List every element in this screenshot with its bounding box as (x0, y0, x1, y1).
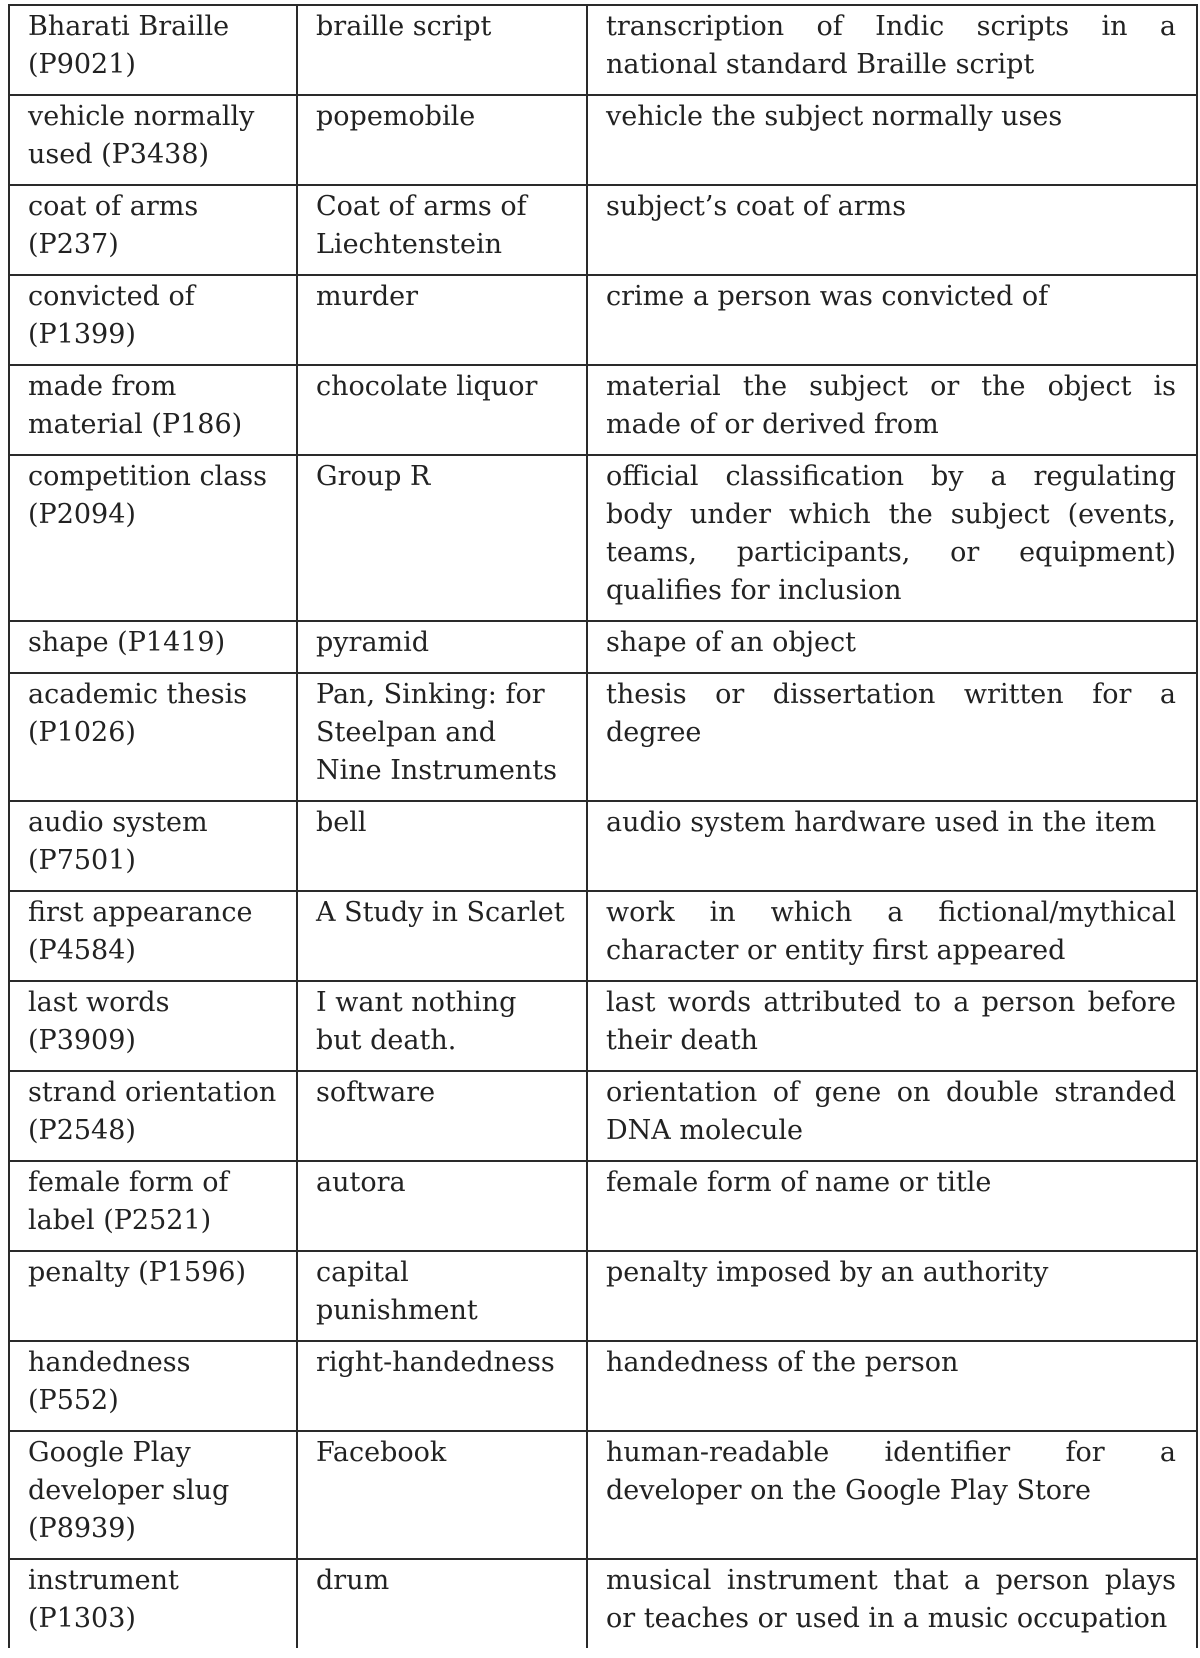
description-cell: human-readable identifier for a developer on the Google Play Store (587, 1431, 1197, 1559)
property-cell: female form of label (P2521) (9, 1161, 297, 1251)
description-cell: shape of an object (587, 621, 1197, 673)
example-cell: Coat of arms of Liechtenstein (297, 185, 587, 275)
table-row (9, 1071, 1197, 1161)
document-page (8, 4, 1196, 1648)
table-row (9, 1431, 1197, 1559)
description-cell: work in which a fictional/mythical character or entity first appeared (587, 891, 1197, 981)
property-cell: handedness (P552) (9, 1341, 297, 1431)
table-row (9, 891, 1197, 981)
property-cell: vehicle normally used (P3438) (9, 95, 297, 185)
property-cell: first appearance (P4584) (9, 891, 297, 981)
table-row (9, 365, 1197, 455)
example-cell: popemobile (297, 95, 587, 185)
property-cell: academic thesis (P1026) (9, 673, 297, 801)
example-cell: autora (297, 1161, 587, 1251)
example-cell: bell (297, 801, 587, 891)
description-cell: female form of name or title (587, 1161, 1197, 1251)
example-cell: I want nothing but death. (297, 981, 587, 1071)
description-cell: last words attributed to a person before their death (587, 981, 1197, 1071)
property-cell: strand orientation (P2548) (9, 1071, 297, 1161)
example-cell: pyramid (297, 621, 587, 673)
description-cell: musical instrument that a person plays or teaches or used in a music occupation (587, 1559, 1197, 1648)
table-row (9, 95, 1197, 185)
example-cell: A Study in Scarlet (297, 891, 587, 981)
table-row (9, 1161, 1197, 1251)
example-cell: software (297, 1071, 587, 1161)
description-cell: material the subject or the object is made of or derived from (587, 365, 1197, 455)
table-row (9, 621, 1197, 673)
table-row (9, 5, 1197, 95)
table-row (9, 185, 1197, 275)
property-cell: instrument (P1303) (9, 1559, 297, 1648)
example-cell: Pan, Sinking: for Steelpan and Nine Instruments (297, 673, 587, 801)
table-row (9, 801, 1197, 891)
property-cell: last words (P3909) (9, 981, 297, 1071)
table-row (9, 455, 1197, 621)
table-row (9, 673, 1197, 801)
description-cell: official classification by a regulating body under which the subject (events, teams, participants, or equipment) qualifies for inclusion (587, 455, 1197, 621)
example-cell: Group R (297, 455, 587, 621)
property-cell: made from material (P186) (9, 365, 297, 455)
example-cell: drum (297, 1559, 587, 1648)
table-row (9, 1559, 1197, 1648)
table-row (9, 275, 1197, 365)
description-cell: orientation of gene on double stranded DNA molecule (587, 1071, 1197, 1161)
description-cell: subject’s coat of arms (587, 185, 1197, 275)
example-cell: murder (297, 275, 587, 365)
example-cell: braille script (297, 5, 587, 95)
property-cell: penalty (P1596) (9, 1251, 297, 1341)
description-cell: audio system hardware used in the item (587, 801, 1197, 891)
description-cell: thesis or dissertation written for a degree (587, 673, 1197, 801)
table-row (9, 981, 1197, 1071)
description-cell: handedness of the person (587, 1341, 1197, 1431)
table-row (9, 1341, 1197, 1431)
description-cell: penalty imposed by an authority (587, 1251, 1197, 1341)
property-cell: Bharati Braille (P9021) (9, 5, 297, 95)
description-cell: vehicle the subject normally uses (587, 95, 1197, 185)
property-cell: shape (P1419) (9, 621, 297, 673)
example-cell: chocolate liquor (297, 365, 587, 455)
property-cell: convicted of (P1399) (9, 275, 297, 365)
example-cell: Facebook (297, 1431, 587, 1559)
example-cell: right-handedness (297, 1341, 587, 1431)
property-cell: coat of arms (P237) (9, 185, 297, 275)
property-cell: Google Play developer slug (P8939) (9, 1431, 297, 1559)
table-row (9, 1251, 1197, 1341)
property-cell: competition class (P2094) (9, 455, 297, 621)
description-cell: transcription of Indic scripts in a national standard Braille script (587, 5, 1197, 95)
example-cell: capital punishment (297, 1251, 587, 1341)
property-table (8, 4, 1198, 1648)
description-cell: crime a person was convicted of (587, 275, 1197, 365)
property-cell: audio system (P7501) (9, 801, 297, 891)
